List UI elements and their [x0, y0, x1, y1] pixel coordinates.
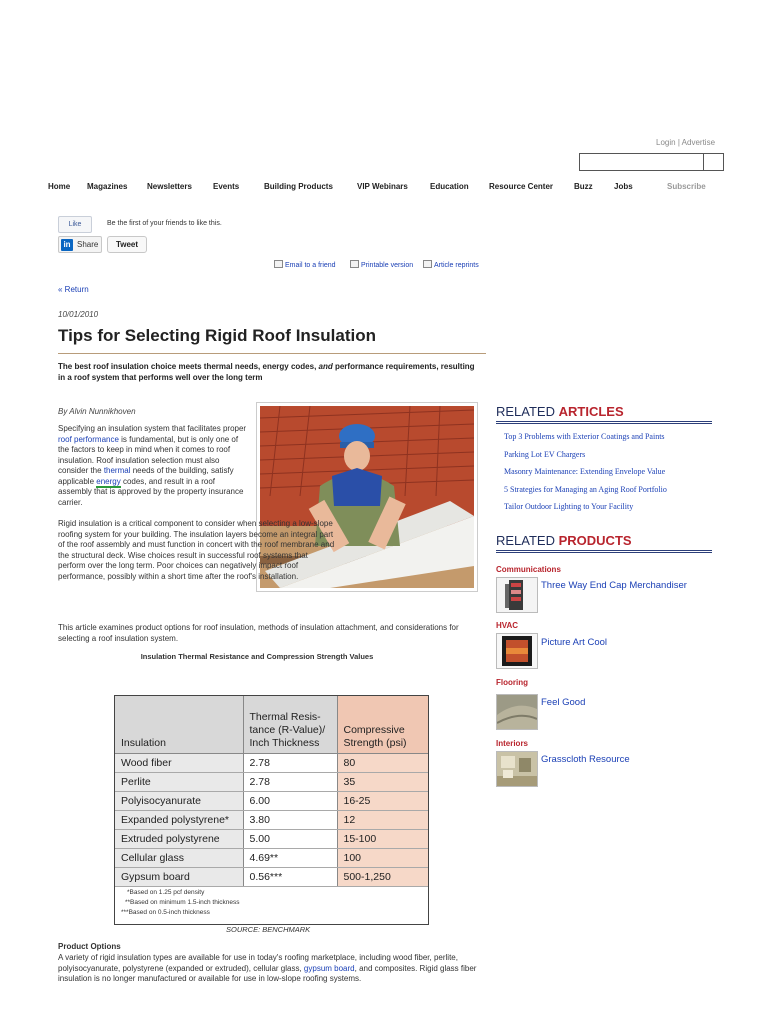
insulation-table — [114, 695, 429, 925]
insulation-values-table — [115, 696, 428, 887]
framed-art-icon[interactable] — [496, 633, 538, 669]
header-compressive-strength: Compressive Strength (psi) — [337, 696, 428, 753]
separator: | — [677, 138, 680, 147]
nav-home[interactable]: Home — [48, 182, 71, 191]
category-interiors[interactable]: Interiors — [496, 739, 529, 748]
article-date: 10/01/2010 — [58, 310, 99, 319]
room-interior-icon[interactable] — [496, 751, 538, 787]
header-thermal-resistance: Thermal Resis- tance (R-Value)/ Inch Thickness — [243, 696, 337, 753]
printer-icon — [350, 260, 359, 268]
product-link-merchandiser[interactable]: Three Way End Cap Merchandiser — [541, 580, 687, 591]
product-link-feel-good[interactable]: Feel Good — [541, 697, 586, 708]
email-friend-link[interactable] — [274, 260, 336, 269]
related-articles-list — [504, 432, 718, 520]
energy-link[interactable]: energy — [96, 476, 121, 486]
table-footnotes — [121, 888, 240, 918]
email-label: Email to a friend — [285, 262, 336, 269]
article-dek: The best roof insulation choice meets thermal needs, energy codes, and performance requirements, resulting in a roof system that performs well over the long term — [58, 362, 475, 382]
roof-performance-link[interactable]: roof performance — [58, 434, 119, 444]
table-row: Wood fiber 2.78 80 — [115, 753, 428, 772]
product-link-picture-art-cool[interactable]: Picture Art Cool — [541, 637, 607, 648]
linkedin-icon: in — [61, 239, 73, 251]
reprints-label: Article reprints — [434, 262, 479, 269]
facebook-like-button[interactable]: Like — [58, 216, 92, 233]
header-insulation: Insulation — [115, 696, 243, 753]
return-link[interactable]: « Return — [58, 285, 89, 294]
category-flooring[interactable]: Flooring — [496, 678, 528, 687]
table-caption: Insulation Thermal Resistance and Compression Strength Values — [140, 652, 374, 661]
nav-education[interactable]: Education — [430, 182, 469, 191]
nav-buzz[interactable]: Buzz — [574, 182, 593, 191]
related-article-link[interactable]: 5 Strategies for Managing an Aging Roof Portfolio — [504, 484, 667, 494]
thermal-link[interactable]: thermal — [103, 466, 131, 475]
table-row: Polyisocyanurate 6.00 16-25 — [115, 791, 428, 810]
tweet-button[interactable]: Tweet — [107, 236, 147, 253]
product-options-paragraph: A variety of rigid insulation types are available for use in today's roofing marketplace, including wood fiber, perlite, polyisocyanurate, polystyrene (expanded or extruded), cellular glass, gypsum board, and composites. Rigid glass fiber insulation is no longer manufactured or available for use in low-slope roofing systems. — [58, 953, 477, 983]
footnote-3: ***Based on 0.5-inch thickness — [121, 909, 210, 916]
paragraph-3: This article examines product options for roof insulation, methods of insulation attachment, and considerations for selecting a roof insulation system. — [58, 623, 459, 643]
table-row: Cellular glass 4.69** 100 — [115, 848, 428, 867]
table-source: SOURCE: BENCHMARK — [226, 925, 311, 934]
related-products-heading: RELATED PRODUCTS — [496, 533, 632, 548]
articles-divider — [496, 421, 712, 424]
table-row: Perlite 2.78 35 — [115, 772, 428, 791]
footnote-2: **Based on minimum 1.5-inch thickness — [125, 899, 240, 906]
byline: By Alvin Nunnikhoven — [58, 407, 136, 416]
nav-jobs[interactable]: Jobs — [614, 182, 633, 191]
envelope-icon — [274, 260, 283, 268]
advertise-link[interactable]: Advertise — [681, 138, 716, 147]
related-articles-heading: RELATED ARTICLES — [496, 404, 624, 419]
printable-version-link[interactable] — [350, 260, 413, 269]
category-communications[interactable]: Communications — [496, 565, 561, 574]
paragraph-2: Rigid insulation is a critical component to consider when selecting a low-slope roofing system for your building. The insulation layers become an integral part of the roof assembly and must function in concert with the roof membrane and the structural deck. Wise choices result in successful roof systems that perform over the long term. Poor choices can negatively impact roof performance, possibly within a short time after the roof's installation. — [58, 519, 335, 581]
table-row: Expanded polystyrene* 3.80 12 — [115, 810, 428, 829]
facebook-like-text: Be the first of your friends to like this. — [107, 220, 222, 227]
article-reprints-link[interactable] — [423, 260, 479, 269]
related-article-link[interactable]: Masonry Maintenance: Extending Envelope Value — [504, 467, 666, 476]
linkedin-share-button[interactable] — [58, 236, 102, 253]
products-divider — [496, 550, 712, 553]
table-row: Gypsum board 0.56*** 500-1,250 — [115, 867, 428, 886]
related-article-link[interactable]: Parking Lot EV Chargers — [504, 449, 586, 459]
related-article-link[interactable]: Top 3 Problems with Exterior Coatings and Paints — [504, 432, 665, 441]
category-hvac[interactable]: HVAC — [496, 621, 519, 630]
related-article-link[interactable]: Tailor Outdoor Lighting to Your Facility — [504, 502, 634, 511]
paragraph-1: Specifying an insulation system that facilitates proper roof performance is fundamental, but is only one of the factors to keep in mind when it comes to roof insulation. Roof insulation selection must also consider the thermal needs of the building, satisfy applicable energy codes, and result in a roof assembly that is approved by the property insurance carrier. — [58, 424, 247, 507]
nav-resource-center[interactable]: Resource Center — [489, 182, 554, 191]
nav-magazines[interactable]: Magazines — [87, 182, 128, 191]
footnote-1: *Based on 1.25 pcf density — [127, 889, 205, 896]
product-link-grasscloth-resource[interactable]: Grasscloth Resource — [541, 754, 630, 765]
print-label: Printable version — [361, 262, 414, 269]
product-options-heading: Product Options — [58, 942, 121, 951]
login-link[interactable]: Login — [656, 138, 676, 147]
linkedin-share-label: Share — [77, 240, 99, 249]
article-title: Tips for Selecting Rigid Roof Insulation — [58, 326, 376, 345]
search-button[interactable] — [703, 154, 723, 170]
table-row: Extruded polystyrene 5.00 15-100 — [115, 829, 428, 848]
nav-subscribe[interactable]: Subscribe — [667, 182, 706, 191]
title-divider — [58, 353, 486, 354]
nav-building-products[interactable]: Building Products — [264, 182, 333, 191]
gypsum-board-link[interactable]: gypsum board — [303, 963, 355, 973]
document-icon — [423, 260, 432, 268]
top-links — [656, 138, 715, 147]
nav-vip-webinars[interactable]: VIP Webinars — [357, 182, 408, 191]
search-input[interactable] — [579, 153, 724, 171]
nav-events[interactable]: Events — [213, 182, 240, 191]
nav-newsletters[interactable]: Newsletters — [147, 182, 192, 191]
carpet-sample-icon[interactable] — [496, 694, 538, 730]
merchandiser-rack-icon[interactable] — [496, 577, 538, 613]
